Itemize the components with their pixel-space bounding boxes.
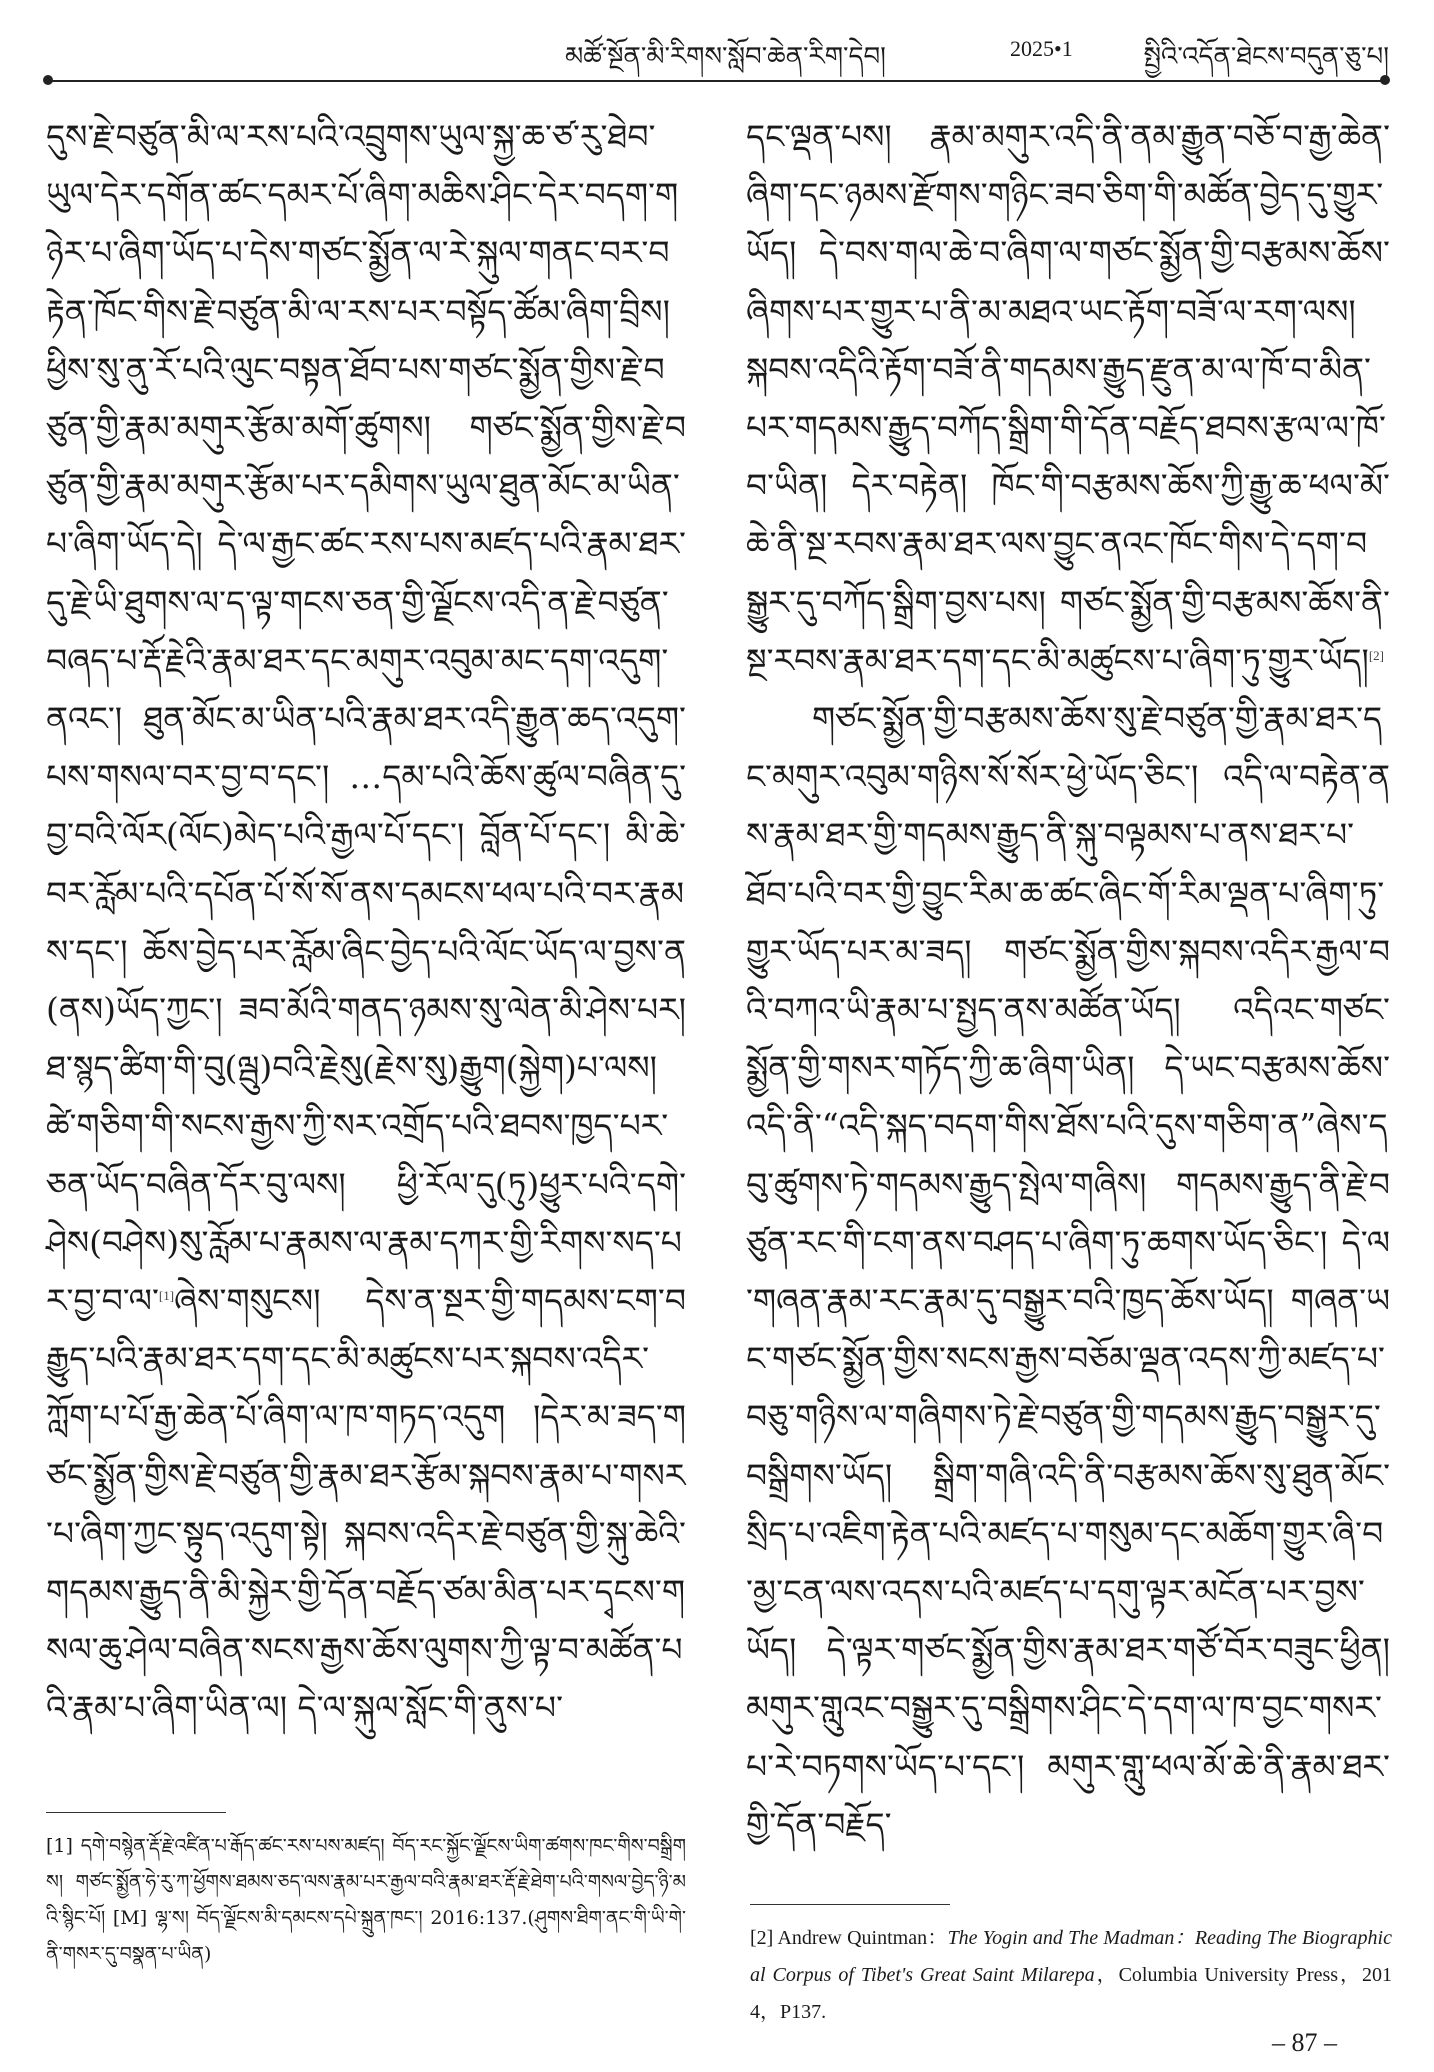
journal-title: མཚོ་སྔོན་མི་རིགས་སློབ་ཆེན་རིག་དེབ། (565, 42, 886, 72)
footnote-2-book-title: The Yogin and The Madman：Reading The Biographical Corpus of Tibet's Great Saint Milarepa (750, 1927, 1392, 1986)
issue-number: 2025•1 (1010, 36, 1073, 61)
header-rule (48, 80, 1388, 82)
footnote-ref-1[interactable]: [1] (158, 1288, 175, 1304)
footnote-2-prefix: [2] Andrew Quintman： (750, 1927, 948, 1949)
footnote-rule-left (46, 1812, 226, 1813)
left-body-paragraph (46, 108, 686, 1738)
right-paragraph-2: གཙང་སྨྱོན་གྱི་བརྩམས་ཆོས་སུ་རྗེ་བཙུན་གྱི་རྣམ་ཐར་དང་མགུར་འབུམ་གཉིས་སོ་སོར་ཕྱེ་ཡོད་ཅིང་། འདི་ལ་བརྟེན་ནས་རྣམ་ཐར་གྱི་གདམས་རྒྱུད་ནི་སྐུ་བལྟམས་པ་ནས་ཐར་པ་ཐོབ་པའི་བར་གྱི་བྱུང་རིམ་ཆ་ཚང་ཞིང་གོ་རིམ་ལྡན་པ་ཞིག་ཏུ་གྱུར་ཡོད་པར་མ་ཟད། གཙང་སྨྱོན་གྱིས་སྐབས་འདིར་རྒྱལ་བའི་བཀའ་ཡི་རྣམ་པ་སྤྱད་ནས་མཚོན་ཡོད། འདིའང་གཙང་སྨྱོན་གྱི་གསར་གཏོད་ཀྱི་ཆ་ཞིག་ཡིན། དེ་ཡང་བརྩམས་ཆོས་འདི་ནི་“འདི་སྐད་བདག་གིས་ཐོས་པའི་དུས་གཅིག་ན”ཞེས་དབུ་ཚུགས་ཏེ་གདམས་རྒྱུད་སྤེལ་གཞིས། གདམས་རྒྱུད་ནི་རྗེ་བཙུན་རང་གི་ངག་ནས་བཤད་པ་ཞིག་ཏུ་ཆགས་ཡོད་ཅིང་། དེ་ལ་གཞན་རྣམ་རང་རྣམ་དུ་བསྒྱུར་བའི་ཁྱད་ཆོས་ཡོད། གཞན་ཡང་གཙང་སྨྱོན་གྱིས་སངས་རྒྱས་བཅོམ་ལྡན་འདས་ཀྱི་མཛད་པ་བཅུ་གཉིས་ལ་གཞིགས་ཏེ་རྗེ་བཙུན་གྱི་གདམས་རྒྱུད་བསྒྱུར་དུ་བསྒྲིགས་ཡོད། སྒྲིག་གཞི་འདི་ནི་བརྩམས་ཆོས་སུ་ཐུན་མོང་སྲིད་པ་འཇིག་རྟེན་པའི་མཛད་པ་གསུམ་དང་མཆོག་གྱུར་ཞི་བ་མྱ་ངན་ལས་འདས་པའི་མཛད་པ་དགུ་ལྟར་མངོན་པར་བྱས་ཡོད། དེ་ལྟར་གཙང་སྨྱོན་གྱིས་རྣམ་ཐར་གཙོ་བོར་བཟུང་ཕྱིན། མགུར་གླུའང་བསྒྱུར་དུ་བསྒྲིགས་ཤིང་དེ་དག་ལ་ཁ་བྱང་གསར་པ་རེ་བཏགས་ཡོད་པ་དང་། མགུར་གླུ་ཕལ་མོ་ཆེ་ནི་རྣམ་ཐར་གྱི་དོན་བརྗོད་ (746, 699, 1390, 1844)
right-column (746, 108, 1390, 1854)
left-column (46, 108, 686, 1738)
page-number: – 87 – (1272, 2028, 1337, 2057)
rule-right-dot (1380, 75, 1390, 85)
footnote-2 (750, 1920, 1392, 2031)
footnote-ref-2[interactable]: [2] (1368, 647, 1384, 663)
rule-left-dot (43, 75, 53, 85)
section-title: སྤྱིའི་འདོན་ཐེངས་བདུན་ཅུ་པ། (1143, 42, 1389, 72)
running-header (45, 22, 1389, 80)
right-paragraph-1-text: དང་ལྡན་པས། རྣམ་མགུར་འདི་ནི་ནམ་རྒྱུན་བཅོ་བ་རྒྱ་ཆེན་ཞིག་དང་ཉམས་རྫོགས་གཉིང་ཟབ་ཅིག་གི་མཚོན་བྱེད་དུ་གྱུར་ཡོད། དེ་བས་གལ་ཆེ་བ་ཞིག་ལ་གཙང་སྨྱོན་གྱི་བརྩམས་ཆོས་ཞིགས་པར་གྱུར་པ་ནི་མ་མཐའ་ཡང་རྟོག་བཟོ་ལ་རག་ལས། སྐབས་འདིའི་རྟོག་བཟོ་ནི་གདམས་རྒྱུད་རྫུན་མ་ལ་ཁོ་བ་མིན་པར་གདམས་རྒྱུད་བཀོད་སྒྲིག་གི་དོན་བརྗོད་ཐབས་རྩལ་ལ་ཁོ་བ་ཡིན། དེར་བརྟེན། ཁོང་གི་བརྩམས་ཆོས་ཀྱི་རྒྱུ་ཆ་ཕལ་མོ་ཆེ་ནི་སྔ་རབས་རྣམ་ཐར་ལས་བྱུང་ནའང་ཁོང་གིས་དེ་དག་བསྒྱུར་དུ་བཀོད་སྒྲིག་བྱས་པས། གཙང་སྨྱོན་གྱི་བརྩམས་ཆོས་ནི་སྔ་རབས་རྣམ་ཐར་དག་དང་མི་མཚུངས་པ་ཞིག་ཏུ་གྱུར་ཡོད། (746, 117, 1390, 680)
footnote-rule-right (750, 1904, 950, 1905)
left-paragraph-text-end: ཞེས་གསུངས། དེས་ན་སྔར་གྱི་གདམས་ངག་བརྒྱུད་པའི་རྣམ་ཐར་དག་དང་མི་མཚུངས་པར་སྐབས་འདིར་ཀློག་པ་པོ་རྒྱ་ཆེན་པོ་ཞིག་ལ་ཁ་གཏད་འདུག །དེར་མ་ཟད་གཙང་སྨྱོན་གྱིས་རྗེ་བཙུན་གྱི་རྣམ་ཐར་རྩོམ་སྐབས་རྣམ་པ་གསར་པ་ཞིག་ཀྱང་སྟུད་འདུག་སྟེ། སྐབས་འདིར་རྗེ་བཙུན་གྱི་སྐུ་ཆེའི་གདམས་རྒྱུད་ནི་མི་སྐྱེར་གྱི་དོན་བརྗོད་ཙམ་མིན་པར་དྭངས་གསལ་ཆུ་ཤེལ་བཞིན་སངས་རྒྱས་ཆོས་ལུགས་ཀྱི་ལྟ་བ་མཚོན་པའི་རྣམ་པ་ཞིག་ཡིན་ལ། དེ་ལ་སྐུལ་སློང་གི་ནུས་པ་ (46, 1281, 686, 1728)
left-paragraph-text: དུས་རྗེ་བཙུན་མི་ལ་རས་པའི་འབྲུགས་ཡུལ་སྐྱ་ཆ་ཙ་རུ་ཐེབ་ཡུལ་དེར་དགོན་ཚང་དམར་པོ་ཞིག་མཆིས་ཤིང་དེར་བདག་གཉེར་པ་ཞིག་ཡོད་པ་དེས་གཙང་སྨྱོན་ལ་རེ་སྐུལ་གནང་བར་བརྟེན་ཁོང་གིས་རྗེ་བཙུན་མི་ལ་རས་པར་བསྟོད་ཚོམ་ཞིག་བྲིས། ཕྱིས་སུ་ནུ་རོ་པའི་ལུང་བསྟན་ཐོབ་པས་གཙང་སྨྱོན་གྱིས་རྗེ་བཙུན་གྱི་རྣམ་མགུར་རྩོམ་མགོ་ཚུགས། གཙང་སྨྱོན་གྱིས་རྗེ་བཙུན་གྱི་རྣམ་མགུར་རྩོམ་པར་དམིགས་ཡུལ་ཐུན་མོང་མ་ཡིན་པ་ཞིག་ཡོད་དེ། དེ་ལ་རྒྱང་ཚང་རས་པས་མཛད་པའི་རྣམ་ཐར་དུ་རྗེ་ཡི་ཐུགས་ལ་ད་ལྟ་གངས་ཅན་གྱི་ལྗོངས་འདི་ན་རྗེ་བཙུན་བཞད་པ་རྡོ་རྗེའི་རྣམ་ཐར་དང་མགུར་འབུམ་མང་དག་འདུག་ནའང་། ཐུན་མོང་མ་ཡིན་པའི་རྣམ་ཐར་འདི་རྒྱུན་ཆད་འདུག་པས་གསལ་བར་བྱ་བ་དང་། …དམ་པའི་ཆོས་ཚུལ་བཞིན་དུ་བྱ་བའི་ལོར(ལོང)མེད་པའི་རྒྱལ་པོ་དང་། བློན་པོ་དང་། མི་ཆེ་བར་རློམ་པའི་དཔོན་པོ་སོ་སོ་ནས་དམངས་ཕལ་པའི་བར་རྣམས་དང་། ཆོས་བྱེད་པར་རློམ་ཞིང་བྱེད་པའི་ལོང་ཡོད་ལ་བྱས་ན(ནས)ཡོད་ཀྱང་། ཟབ་མོའི་གནད་ཉམས་སུ་ལེན་མི་ཤེས་པར། ཐ་སྙད་ཚིག་གི་བུ(ལྦུ)བའི་རྗེསུ(རྗེས་སུ)རྒྱུག(སྐྱེག)པ་ལས། ཚེ་གཅིག་གི་སངས་རྒྱས་ཀྱི་སར་འགྲོད་པའི་ཐབས་ཁྱད་པར་ཅན་ཡོད་བཞིན་དོར་བུ་ལས། ཕྱི་རོལ་དུ(ཏུ)ཕྱུར་པའི་དགེ་ཤེས(བཤེས)སུ་རློམ་པ་རྣམས་ལ་རྣམ་དཀར་གྱི་རིགས་སད་པར་བྱ་བ་ལ་ (46, 117, 686, 1321)
footnote-1: [1] དགེ་བསྙེན་རྡོ་རྗེ་འཛིན་པ་རྒོད་ཚང་རས་པས་མཛད། བོད་རང་སྐྱོང་ལྗོངས་ཡིག་ཚགས་ཁང་གིས་བསྒྲིགས། གཙང་སྨྱོན་ཧེ་རུ་ཀ་ཕྱོགས་ཐམས་ཅད་ལས་རྣམ་པར་རྒྱལ་བའི་རྣམ་ཐར་རྡོ་རྗེ་ཐེག་པའི་གསལ་བྱེད་ཉི་མའི་སྙིང་པོ། [M] ལྷ་ས། བོད་ལྗོངས་མི་དམངས་དཔེ་སྐྲུན་ཁང་། 2016:137.(ཤུགས་ཐིག་ནང་གི་ཡི་གེ་ནི་གསར་དུ་བསྣན་པ་ཡིན) (46, 1835, 686, 1965)
footnote-2-suffix: ，Columbia University Press，2014，P137. (750, 1964, 1393, 2023)
right-paragraph-1 (746, 108, 1390, 690)
